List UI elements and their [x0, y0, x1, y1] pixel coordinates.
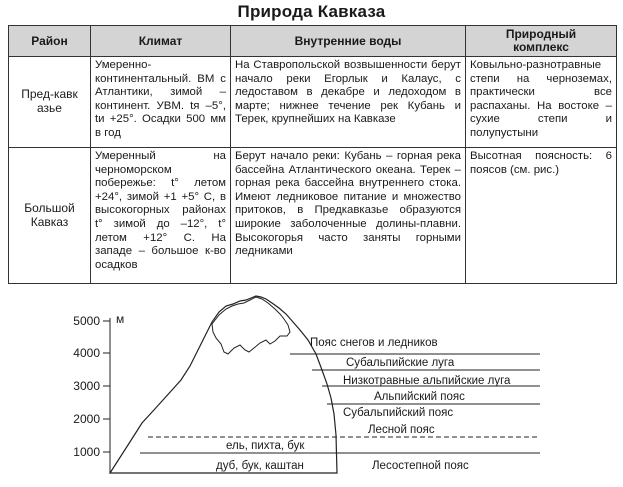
- region-cell: [9, 148, 91, 284]
- tick-label: 3000: [73, 379, 100, 393]
- region-name: Большой Кавказ: [24, 200, 75, 229]
- header-complex: [466, 26, 617, 57]
- trees-upper-label: ель, пихта, бук: [226, 440, 305, 452]
- tick-label: 2000: [73, 412, 100, 426]
- page-title: Природа Кавказа: [237, 2, 386, 21]
- climate-cell: Умеренный на черноморском побережье: t° летом +24°, зимой +1 +5° С, в высокогорных районах t° зимой до –12°, t° летом +12° С. На западе – большое к-во осадков: [91, 148, 231, 284]
- table-header-row: [9, 26, 617, 57]
- belt-label-snow: Пояс снегов и ледников: [310, 337, 438, 349]
- tick-label: 1000: [73, 445, 100, 459]
- region-name: Пред-кавказье: [21, 87, 78, 115]
- belt-label-forest: Лесной пояс: [368, 424, 435, 436]
- table-row: [9, 148, 617, 284]
- belt-label-forest-steppe: Лесостепной пояс: [372, 460, 469, 472]
- header-waters: Внутренние воды: [231, 26, 466, 57]
- climate-cell: Умеренно-континентальный. ВМ с Атлантики, зимой – континент. УВМ. tя –5°, tи +25°. Осадки 500 мм в год: [91, 57, 231, 148]
- belt-label-low-alpine-meadows: Низкотравные альпийские луга: [343, 375, 511, 387]
- header-climate: Климат: [91, 26, 231, 57]
- trees-lower-label: дуб, бук, каштан: [216, 460, 304, 472]
- header-region: Район: [9, 26, 91, 57]
- region-cell: [9, 57, 91, 148]
- altitude-zonation-diagram: [0, 290, 623, 487]
- table-row: [9, 57, 617, 148]
- waters-cell: На Ставропольской возвышенности берут начало реки Егорлык и Калаус, с ледоставом в декабре и ледоходом в марте; нижнее течение рек Кубань и Терек, крупнейших на Кавказе: [231, 57, 466, 148]
- complex-cell: Ковыльно-разнотравные степи на черноземах, практически все распаханы. На востоке – сухие степи и полупустыни: [466, 57, 617, 148]
- belt-label-subalpine-meadows: Субальпийские луга: [346, 357, 455, 369]
- tick-label: 5000: [73, 314, 100, 328]
- caucasus-nature-table: [8, 25, 617, 284]
- waters-cell: Берут начало реки: Кубань – горная река бассейна Атлантического океана. Терек – горная река бассейна внутреннего стока. Имеют ледниковое питание и множество притоков, в Предкавказье образуются широкие заболоченные долины-плавни. Высокогорья часто заняты горными ледниками: [231, 148, 466, 284]
- tick-label: 4000: [73, 346, 100, 360]
- complex-cell: Высотная поясность: 6 поясов (см. рис.): [466, 148, 617, 284]
- y-axis-ticks: [103, 321, 110, 452]
- belt-label-subalpine: Субальпийский пояс: [343, 407, 454, 419]
- belt-label-alpine: Альпийский пояс: [374, 391, 465, 403]
- header-complex-label: Природный комплекс: [505, 27, 577, 54]
- unit-label: м: [116, 312, 125, 326]
